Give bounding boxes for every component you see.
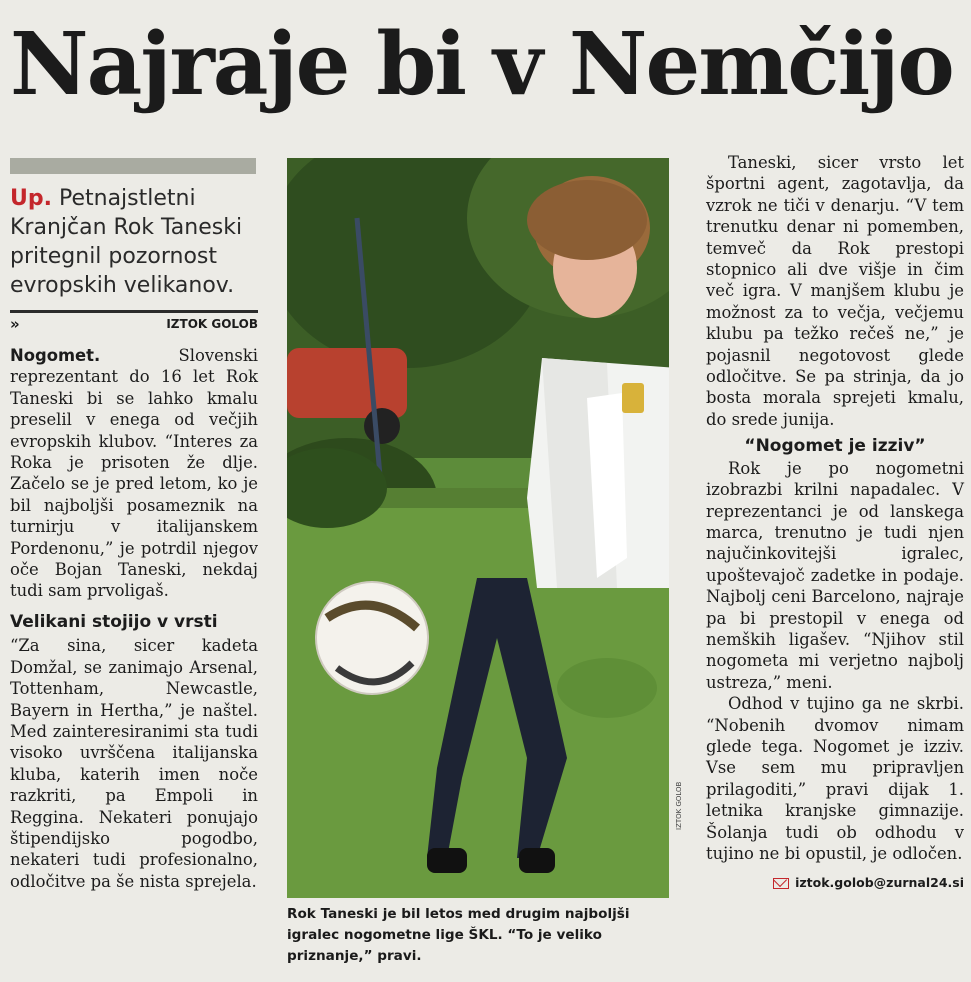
paragraph-agent: Taneski, sicer vrsto let športni agent, zagotavlja, da vzrok ne tiči v denarju. “V tem trenutku denar ni pomemben, temveč da Rok prestopi stopnico ali dve višje in čim več igra. V manjšem klubu je možnost za to večja, večjemu klubu pa težko rečeš ne,” je pojasnil negotovost glede odločitve. Se pa strinja, da jo bosta morala sprejeti kmalu, do srede junija. xyxy=(706,153,964,429)
intro-word: Nogomet. xyxy=(10,346,101,365)
email-address[interactable]: iztok.golob@zurnal24.si xyxy=(795,875,964,891)
intro-text: Slovenski reprezentant do 16 let Rok Taneski bi se lahko kmalu preselil v enega od večjih evropskih klubov. “Interes za Roka je prisoten že dlje. Začelo se je pred letom, ko je bil najboljši posameznik na turnirju v italijanskem Pordenonu,” je potrdil njegov oče Bojan Taneski, nekdaj tudi sam prvoligaš. xyxy=(10,346,258,601)
photo-credit: IZTOK GOLOB xyxy=(675,781,683,830)
byline xyxy=(10,317,258,333)
lead-paragraph xyxy=(10,184,258,300)
paragraph-barcelona: Rok je po nogometni izobrazbi krilni napadalec. V reprezentanci je od lanskega marca, trenutno je tudi njen najučinkovitejši igralec, upoštevajoč zadetke in podaje. Najbolj ceni Barcelono, najraje pa bi prestopil v enega od nemških ligašev. “Njihov stil nogometa mi verjetno najbolj ustreza,” meni. xyxy=(706,458,964,692)
subhead-velikani: Velikani stojijo v vrsti xyxy=(10,611,218,632)
byline-arrows-icon: » xyxy=(10,315,20,334)
photo-illustration xyxy=(287,158,669,898)
article-photo xyxy=(287,158,669,898)
section-bar xyxy=(10,158,256,174)
author-email[interactable] xyxy=(706,872,964,893)
subhead-izziv: “Nogomet je izziv” xyxy=(744,436,926,457)
byline-author: IZTOK GOLOB xyxy=(166,317,258,332)
right-column xyxy=(706,152,964,894)
headline: Najraje bi v Nemčijo xyxy=(10,14,953,115)
byline-rule xyxy=(10,310,258,313)
intro-paragraph xyxy=(10,345,258,602)
photo-caption: Rok Taneski je bil letos med drugim najboljši igralec nogometne lige ŠKL. “To je veliko priznanje,” pravi. xyxy=(287,906,630,964)
lead-text: Petnajstletni Kranjčan Rok Taneski pritegnil pozornost evropskih velikanov. xyxy=(10,186,243,298)
paragraph-clubs: “Za sina, sicer kadeta Domžal, se zanimajo Arsenal, Tottenham, Newcastle, Bayern in Hertha,” je naštel. Med zainteresiranimi sta tudi visoko uvrščena italijanska kluba, katerih imen noče razkriti, pa Empoli in Reggina. Nekateri ponujajo štipendijsko pogodbo, nekateri tudi profesionalno, odločitve pa še nista sprejela. xyxy=(10,636,258,891)
paragraph-odhod: Odhod v tujino ga ne skrbi. “Nobenih dvomov nimam glede tega. Nogomet je izziv. Vse sem mu pripravljen prilagoditi,” pravi dijak 1. letnika kranjske gimnazije. Šolanja tudi ob odhodu v tujino ne bi opustil, je odločen. xyxy=(706,694,964,863)
body-text-left xyxy=(10,345,258,892)
lead-kicker: Up. xyxy=(10,186,52,211)
left-column xyxy=(10,158,258,892)
mail-icon xyxy=(773,878,789,889)
